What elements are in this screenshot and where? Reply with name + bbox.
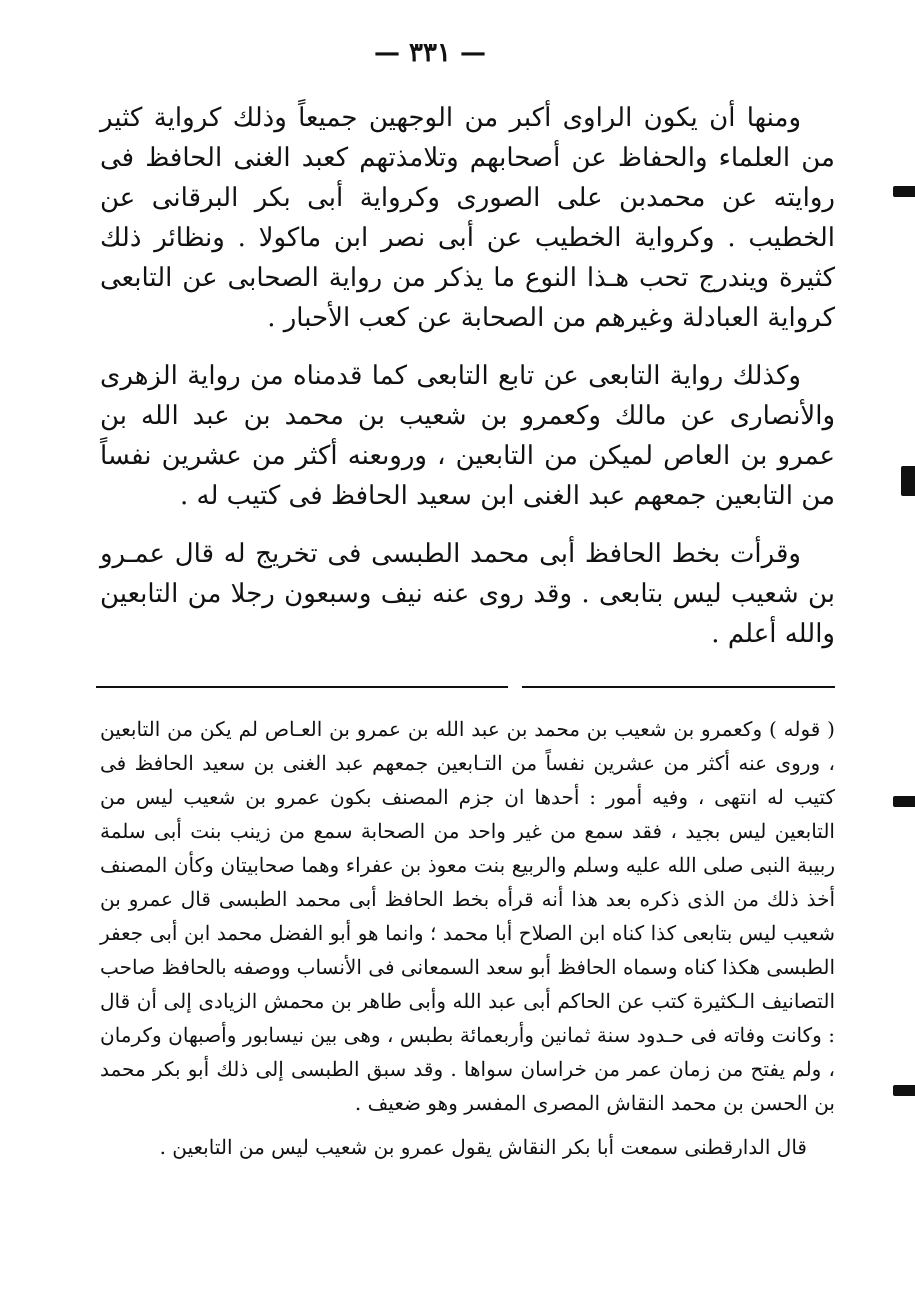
main-text (100, 98, 835, 672)
footnote-divider-left (96, 686, 508, 688)
scan-edge-mark (893, 796, 915, 807)
footnote-paragraph-2: قال الدارقطنى سمعت أبا بكر النقاش يقول عمرو بن شعيب ليس من التابعين . (159, 1135, 807, 1159)
main-paragraph-1: ومنها أن يكون الراوى أكبر من الوجهين جميعاً وذلك كرواية كثير من العلماء والحفاظ عن أصحابهم وتلامذتهم كعبد الغنى الحافظ فى روايته عن محمدبن على الصورى وكرواية أبى بكر البرقانى عن الخطيب . وكرواية الخطيب عن أبى نصر ابن ماكولا . ونظائر ذلك كثيرة ويندرج تحب هـذا النوع ما يذكر من رواية الصحابى عن التابعى كرواية العبادلة وغيرهم من الصحابة عن كعب الأحبار . (100, 103, 835, 333)
main-paragraph-2: وكذلك رواية التابعى عن تابع التابعى كما قدمناه من رواية الزهرى والأنصارى عن مالك وكعمرو بن شعيب بن محمد بن عبد الله بن عمرو بن العاص لميكن من التابعين ، وروىعنه أكثر من عشرين نفساً من التابعين جمعهم عبد الغنى ابن سعيد الحافظ فى كتيب له . (100, 361, 835, 511)
footnote (100, 712, 835, 1174)
scan-edge-mark (893, 186, 915, 197)
scan-edge-mark (901, 466, 915, 496)
main-paragraph-3: وقرأت بخط الحافظ أبى محمد الطبسى فى تخريج له قال عمـرو بن شعيب ليس بتابعى . وقد روى عنه نيف وسبعون رجلا من التابعين والله أعلم . (100, 539, 835, 649)
scan-edge-mark (893, 1085, 915, 1096)
footnote-paragraph-1: ( قوله ) وكعمرو بن شعيب بن محمد بن عبد الله بن عمرو بن العـاص لم يكن من التابعين ، وروى عنه أكثر من عشرين نفساً من التـابعين جمعهم عبد الغنى بن سعيد الحافظ فى كتيب له انتهى ، وفيه أمور : أحدها ان جزم المصنف بكون عمرو بن شعيب ليس من التابعين ليس بجيد ، فقد سمع من غير واحد من الصحابة سمع من زينب بنت أبى سلمة ربيبة النبى صلى الله عليه وسلم والربيع بنت معوذ بن عفراء وهما صحابيتان وكأن المصنف أخذ ذلك من الذى ذكره بعد هذا أنه قرأه بخط الحافظ أبى محمد الطبسى قال عمرو بن شعيب ليس بتابعى كذا كناه ابن الصلاح أبا محمد ؛ وانما هو أبو الفضل محمد ابن أبى جعفر الطبسى هكذا كناه وسماه الحافظ أبو سعد السمعانى فى الأنساب ووصفه بالحافظ صاحب التصانيف الـكثيرة كتب عن الحاكم أبى عبد الله وأبى طاهر بن محمش الزيادى إلى أن قال : وكانت وفاته فى حـدود سنة ثمانين وأربعمائة بطبس ، وهى بين نيسابور وأصبهان وكرمان ، ولم يفتح من زمان عمر من خراسان سواها . وقد سبق الطبسى إلى ذلك أبو بكر محمد بن الحسن بن محمد النقاش المصرى المفسر وهو ضعيف . (100, 717, 835, 1115)
footnote-divider-right (522, 686, 835, 688)
page-number: — ٣٣١ — (373, 38, 487, 68)
